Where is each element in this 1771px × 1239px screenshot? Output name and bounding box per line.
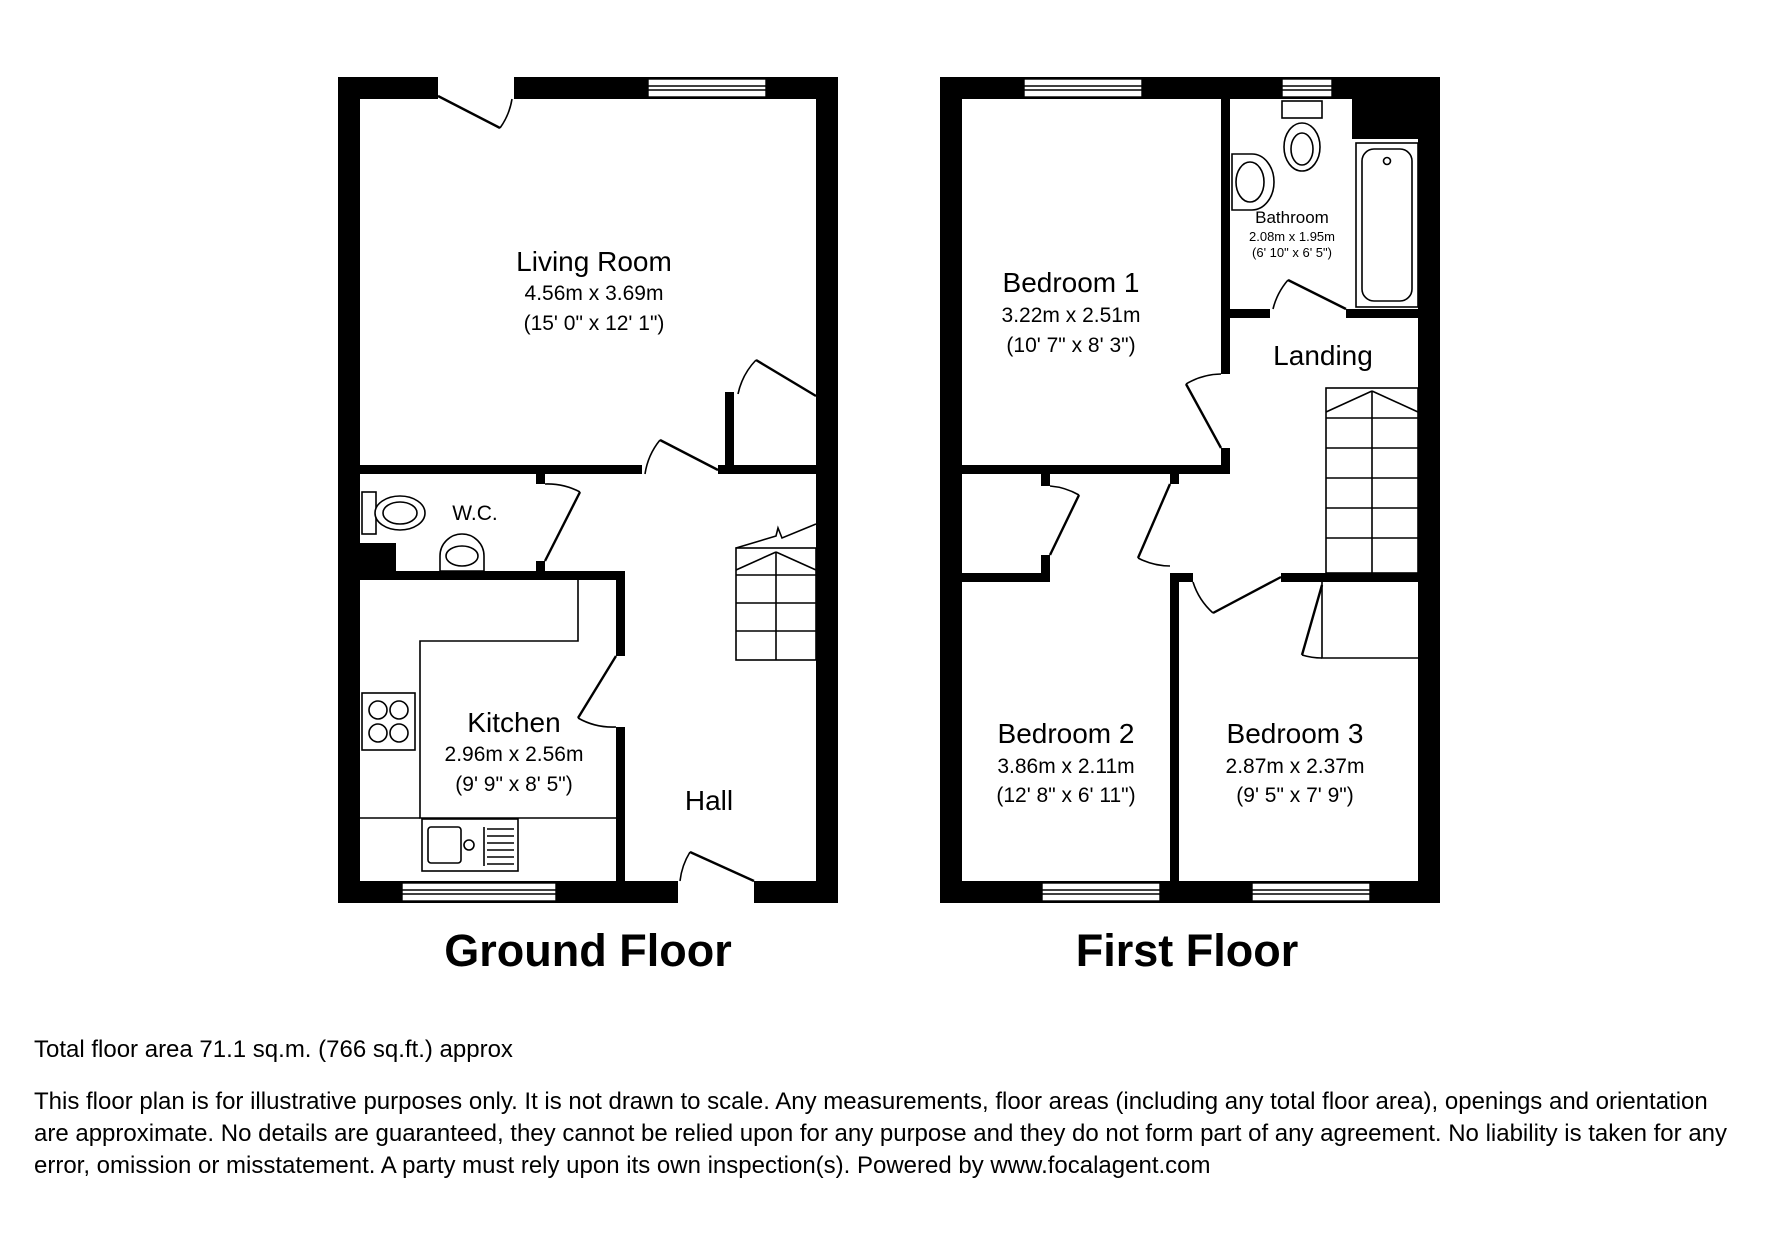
ff-door-bed3 (1193, 577, 1281, 613)
bedroom1-metric: 3.22m x 2.51m (1001, 304, 1141, 327)
kitchen-name: Kitchen (467, 707, 561, 738)
ff-door-bed2-cupboard (1050, 486, 1079, 555)
first-floor-title: First Floor (1075, 925, 1299, 976)
ff-door-bed2 (1138, 484, 1170, 566)
ff-wall-bed3-north-right (1281, 573, 1418, 582)
bedroom2-metric: 3.86m x 2.11m (997, 755, 1135, 778)
gf-wall-wc-door-jamb2 (536, 561, 545, 571)
gf-basin (440, 534, 484, 571)
bathroom-imperial: (6' 10" x 6' 5") (1252, 245, 1332, 260)
gf-wall-kitchen-hall (616, 571, 625, 656)
ff-bath (1356, 143, 1418, 307)
ff-wall-bath-corner (1352, 77, 1440, 139)
bedroom2-name: Bedroom 2 (997, 718, 1135, 749)
ff-door-bed1 (1186, 374, 1221, 448)
gf-wall-wc-door-jamb (536, 474, 545, 484)
bedroom3-metric: 2.87m x 2.37m (1225, 755, 1365, 778)
gf-wall-wc-south (360, 571, 625, 580)
total-floor-area: Total floor area 71.1 sq.m. (766 sq.ft.) approx (34, 1036, 513, 1063)
gf-wall-kitchen-hall-lower (616, 727, 625, 881)
bathroom-metric: 2.08m x 1.95m (1249, 229, 1335, 244)
bedroom1-name: Bedroom 1 (1002, 267, 1140, 298)
kitchen-imperial: (9' 9" x 8' 5") (455, 773, 573, 796)
ff-wall-bath-south-right (1346, 309, 1418, 318)
ff-basin (1232, 154, 1274, 210)
bedroom3-imperial: (9' 5" x 7' 9") (1236, 784, 1354, 807)
gf-wall-left (338, 77, 360, 903)
gf-hob (362, 693, 415, 750)
landing-name: Landing (1273, 340, 1373, 371)
ff-door-bed3-cupboard (1302, 582, 1418, 658)
ff-window-bed3 (1252, 883, 1370, 901)
gf-door-cupboard (738, 360, 816, 396)
wc-name: W.C. (452, 502, 498, 525)
gf-toilet (362, 492, 425, 534)
disclaimer-text: This floor plan is for illustrative purposes only. It is not drawn to scale. Any measurements, floor areas (including any total floor area), openings and orientation are approximate. No details are guaranteed, they cannot be relied upon for any purpose and they do not form part of any agreement. No liability is taken for any error, omission or misstatement. A party must rely upon its own inspection(s). Powered by www.focalagent.com (34, 1088, 1728, 1179)
ff-door-bathroom (1273, 280, 1346, 309)
ff-wall-bed1-south (962, 465, 1230, 474)
living-room-name: Living Room (516, 246, 672, 277)
living-room-metric: 4.56m x 3.69m (524, 282, 664, 305)
ff-window-bed2 (1042, 883, 1160, 901)
gf-window-living (648, 79, 766, 97)
bedroom2-imperial: (12' 8" x 6' 11") (996, 784, 1136, 807)
first-floor-plan (940, 77, 1440, 976)
ground-floor-plan (338, 77, 838, 976)
ff-window-bed1 (1024, 79, 1142, 97)
ff-wall-bed2-bed3 (1170, 573, 1179, 881)
ff-wall-bed2-cupboard-top (1041, 474, 1050, 486)
gf-wall-wc-block (360, 543, 396, 580)
ff-wall-bath-south (1230, 309, 1270, 318)
ff-wall-bed3-north (1179, 573, 1193, 582)
gf-sink (422, 819, 518, 871)
gf-front-door (678, 852, 754, 903)
ff-staircase (1326, 388, 1418, 573)
hall-name: Hall (684, 785, 734, 816)
gf-wall-right (816, 77, 838, 903)
gf-door-living-top (438, 77, 514, 128)
ff-wall-left (940, 77, 962, 903)
ff-wall-bed1-south-b (1170, 474, 1179, 484)
bathroom-name: Bathroom (1255, 208, 1329, 227)
bedroom1-imperial: (10' 7" x 8' 3") (1006, 334, 1136, 357)
bedroom3-name: Bedroom 3 (1226, 718, 1364, 749)
ff-wall-right (1418, 77, 1440, 903)
gf-door-living-hall (645, 440, 718, 474)
ff-wall-bed2-cupboard-side (1041, 555, 1050, 582)
ff-window-bath (1282, 79, 1332, 97)
ff-wall-bed2-cupboard (962, 573, 1050, 582)
ff-toilet (1282, 101, 1322, 171)
gf-wall-cupboard-left (725, 392, 734, 474)
gf-door-kitchen (578, 656, 616, 727)
gf-staircase (736, 524, 816, 660)
gf-door-wc (545, 484, 580, 561)
ff-wall-bed1-east (1221, 99, 1230, 374)
kitchen-metric: 2.96m x 2.56m (444, 743, 584, 766)
ground-floor-title: Ground Floor (444, 925, 732, 976)
gf-wall-living-south (360, 465, 642, 474)
gf-window-kitchen (402, 883, 556, 901)
living-room-imperial: (15' 0" x 12' 1") (523, 312, 665, 335)
